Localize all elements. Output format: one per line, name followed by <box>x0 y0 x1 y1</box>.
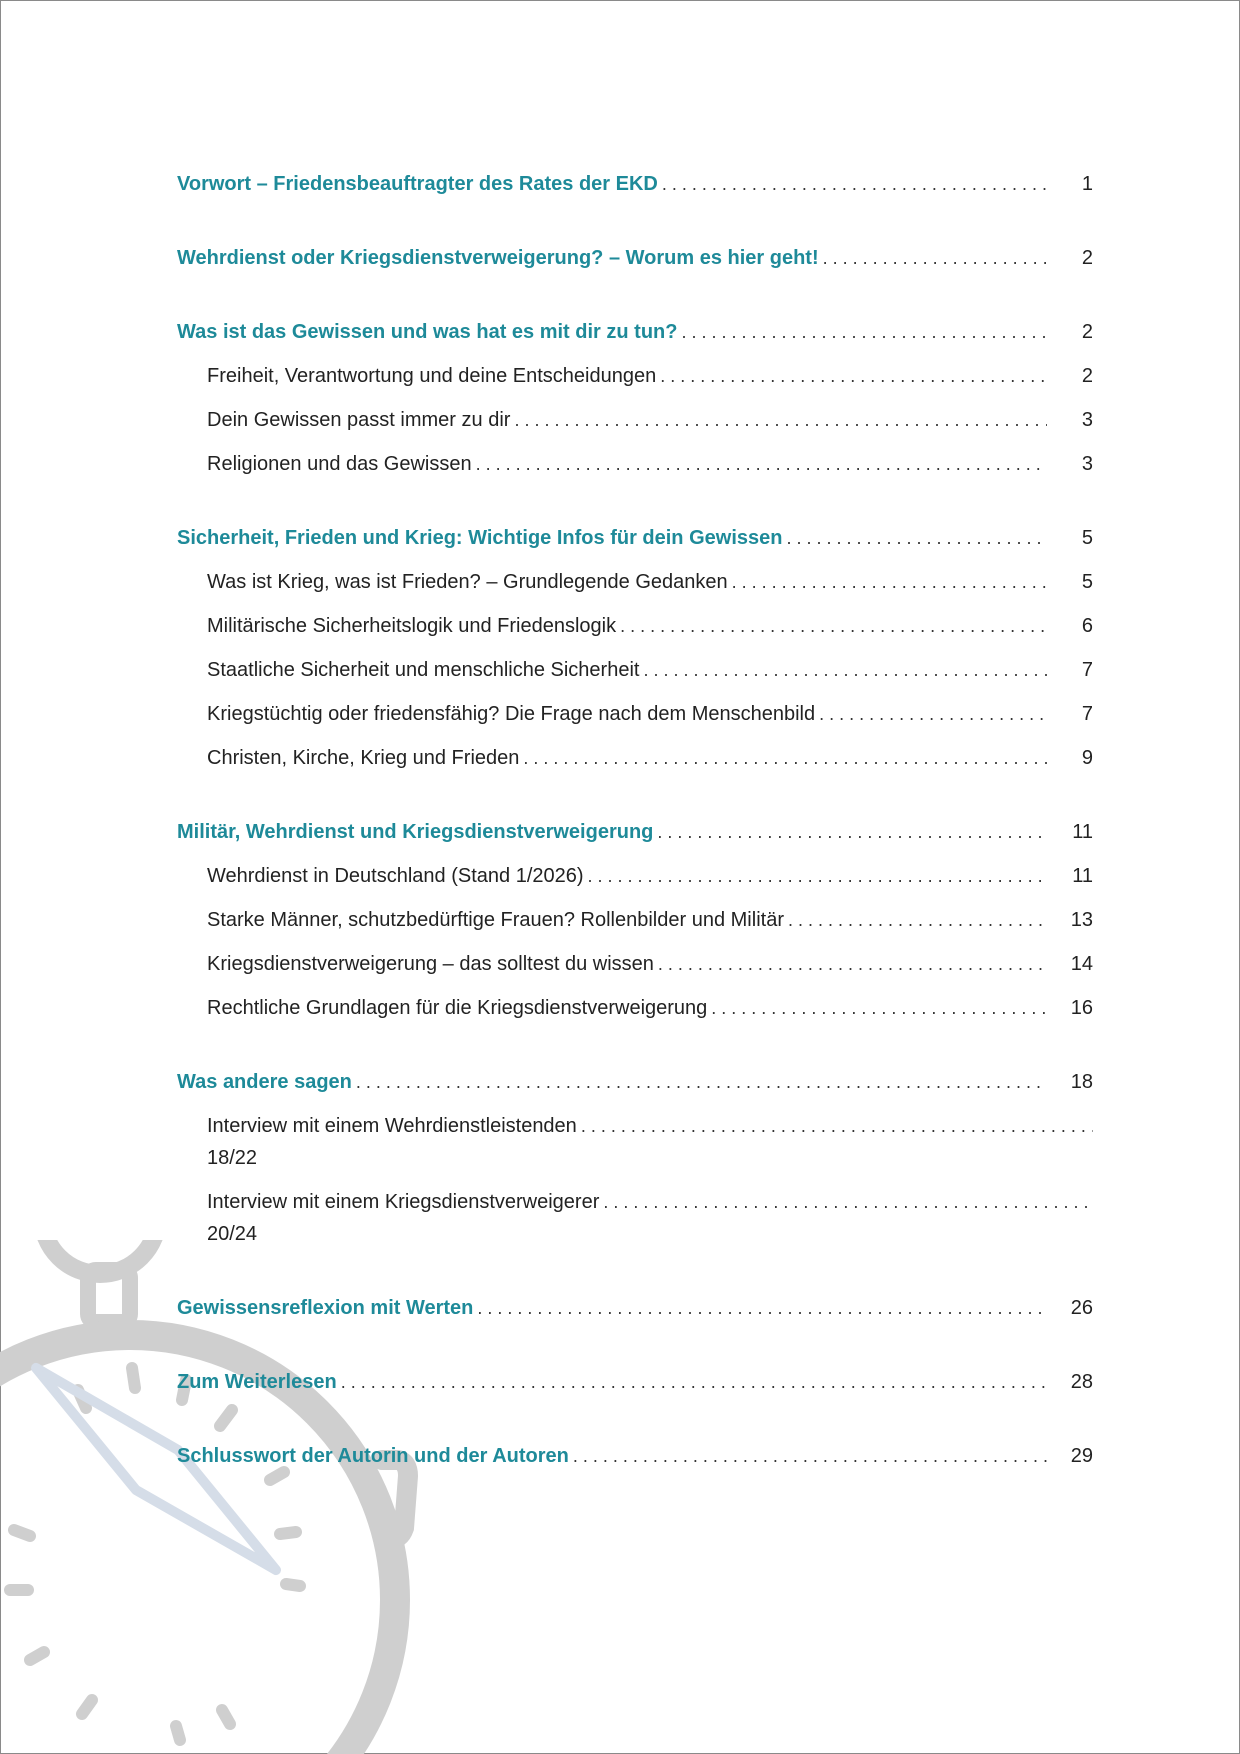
dot-leader <box>476 448 1047 480</box>
dot-leader <box>657 816 1047 848</box>
toc-entry-title: Sicherheit, Frieden und Krieg: Wichtige Infos für dein Gewissen <box>177 527 783 549</box>
toc-entry-page-number: 5 <box>1081 527 1093 549</box>
toc-entry-title: Kriegstüchtig oder friedensfähig? Die Frage nach dem Menschenbild <box>207 703 816 725</box>
toc-entry-page-number: 6 <box>1081 615 1093 637</box>
toc-entry-page-number: 2 <box>1081 321 1093 343</box>
toc-entry-page-number: 26 <box>1070 1297 1093 1319</box>
toc-entry-page-number: 29 <box>1070 1445 1093 1467</box>
toc-chapter-entry[interactable] <box>177 316 1093 348</box>
toc-entry-page-number: 18/22 <box>207 1147 258 1169</box>
dot-leader <box>341 1366 1047 1398</box>
dot-leader <box>603 1186 1093 1218</box>
toc-section-entry[interactable] <box>177 948 1093 980</box>
dot-leader <box>660 360 1047 392</box>
dot-leader <box>588 860 1047 892</box>
toc-entry-title: Was ist das Gewissen und was hat es mit dir zu tun? <box>177 321 678 343</box>
toc-entry-page-number: 7 <box>1081 703 1093 725</box>
toc-entry-page-number: 20/24 <box>207 1223 258 1245</box>
dot-leader <box>819 698 1047 730</box>
toc-entry-title: Dein Gewissen passt immer zu dir <box>207 409 511 431</box>
toc-section-entry[interactable] <box>177 860 1093 892</box>
toc-entry-title: Was andere sagen <box>177 1071 352 1093</box>
toc-chapter-entry[interactable] <box>177 1440 1093 1472</box>
toc-entry-title: Kriegsdienstverweigerung – das solltest du wissen <box>207 953 654 975</box>
toc-entry-title: Freiheit, Verantwortung und deine Entscheidungen <box>207 365 657 387</box>
dot-leader <box>477 1292 1047 1324</box>
toc-entry-title: Wehrdienst oder Kriegsdienstverweigerung? – Worum es hier geht! <box>177 247 819 269</box>
toc-section-entry[interactable] <box>177 1186 1093 1250</box>
dot-leader <box>681 316 1047 348</box>
table-of-contents <box>177 160 1093 1472</box>
dot-leader <box>788 904 1047 936</box>
toc-entry-title: Starke Männer, schutzbedürftige Frauen? Rollenbilder und Militär <box>207 909 784 931</box>
toc-chapter-entry[interactable] <box>177 168 1093 200</box>
dot-leader <box>711 992 1047 1024</box>
toc-section-entry[interactable] <box>177 742 1093 774</box>
toc-entry-page-number: 2 <box>1081 365 1093 387</box>
toc-entry-title: Christen, Kirche, Krieg und Frieden <box>207 747 520 769</box>
toc-chapter-entry[interactable] <box>177 1292 1093 1324</box>
dot-leader <box>620 610 1047 642</box>
dot-leader <box>523 742 1047 774</box>
toc-entry-page-number: 1 <box>1081 173 1093 195</box>
toc-entry-title: Interview mit einem Wehrdienstleistenden <box>207 1115 577 1137</box>
toc-entry-title: Schlusswort der Autorin und der Autoren <box>177 1445 569 1467</box>
dot-leader <box>356 1066 1047 1098</box>
toc-entry-title: Vorwort – Friedensbeauftragter des Rates der EKD <box>177 173 658 195</box>
toc-section-entry[interactable] <box>177 1110 1093 1174</box>
toc-chapter-entry[interactable] <box>177 522 1093 554</box>
toc-entry-page-number: 2 <box>1081 247 1093 269</box>
toc-entry-title: Militär, Wehrdienst und Kriegsdienstverweigerung <box>177 821 654 843</box>
toc-entry-title: Militärische Sicherheitslogik und Friedenslogik <box>207 615 617 637</box>
toc-section-entry[interactable] <box>177 360 1093 392</box>
dot-leader <box>662 168 1047 200</box>
toc-entry-title: Religionen und das Gewissen <box>207 453 472 475</box>
toc-entry-page-number: 11 <box>1072 865 1093 887</box>
toc-section-entry[interactable] <box>177 904 1093 936</box>
toc-section-entry[interactable] <box>177 698 1093 730</box>
toc-chapter-entry[interactable] <box>177 242 1093 274</box>
toc-section-entry[interactable] <box>177 610 1093 642</box>
toc-entry-page-number: 5 <box>1081 571 1093 593</box>
dot-leader <box>732 566 1047 598</box>
toc-chapter-entry[interactable] <box>177 1366 1093 1398</box>
dot-leader <box>786 522 1047 554</box>
toc-entry-title: Was ist Krieg, was ist Frieden? – Grundlegende Gedanken <box>207 571 728 593</box>
toc-entry-title: Wehrdienst in Deutschland (Stand 1/2026) <box>207 865 584 887</box>
toc-entry-page-number: 9 <box>1081 747 1093 769</box>
toc-entry-page-number: 7 <box>1081 659 1093 681</box>
toc-entry-page-number: 14 <box>1070 953 1093 975</box>
dot-leader <box>581 1110 1093 1142</box>
toc-entry-title: Staatliche Sicherheit und menschliche Sicherheit <box>207 659 640 681</box>
toc-section-entry[interactable] <box>177 448 1093 480</box>
toc-section-entry[interactable] <box>177 566 1093 598</box>
toc-entry-title: Zum Weiterlesen <box>177 1371 337 1393</box>
toc-chapter-entry[interactable] <box>177 1066 1093 1098</box>
toc-chapter-entry[interactable] <box>177 816 1093 848</box>
toc-entry-title: Rechtliche Grundlagen für die Kriegsdienstverweigerung <box>207 997 708 1019</box>
toc-entry-page-number: 18 <box>1070 1071 1093 1093</box>
toc-entry-page-number: 3 <box>1081 409 1093 431</box>
dot-leader <box>643 654 1047 686</box>
toc-entry-page-number: 28 <box>1070 1371 1093 1393</box>
dot-leader <box>514 404 1047 436</box>
toc-entry-page-number: 11 <box>1072 821 1093 843</box>
dot-leader <box>658 948 1047 980</box>
toc-entry-page-number: 3 <box>1081 453 1093 475</box>
dot-leader <box>573 1440 1047 1472</box>
toc-entry-page-number: 13 <box>1070 909 1093 931</box>
toc-section-entry[interactable] <box>177 404 1093 436</box>
toc-entry-title: Gewissensreflexion mit Werten <box>177 1297 474 1319</box>
dot-leader <box>823 242 1047 274</box>
toc-section-entry[interactable] <box>177 654 1093 686</box>
toc-section-entry[interactable] <box>177 992 1093 1024</box>
toc-entry-page-number: 16 <box>1070 997 1093 1019</box>
toc-entry-title: Interview mit einem Kriegsdienstverweigerer <box>207 1191 600 1213</box>
